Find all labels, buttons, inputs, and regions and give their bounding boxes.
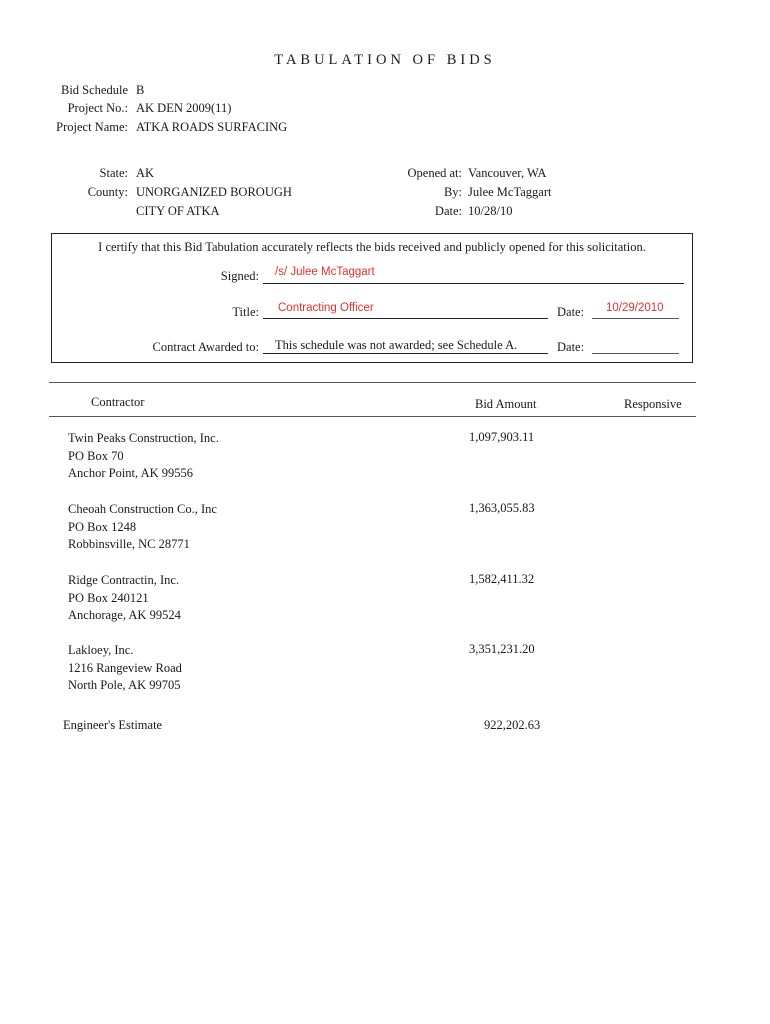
title-label: Title: [232,305,259,319]
engineers-estimate-label: Engineer's Estimate [63,718,163,732]
bid-schedule-label: Bid Schedule [60,83,128,97]
engineers-estimate-amount: 922,202.63 [484,718,541,732]
awarded-value: This schedule was not awarded; see Schedule A. [275,338,518,352]
table-row [68,501,217,554]
opened-date-value: 10/28/10 [468,204,513,218]
contractor-city-line: Anchor Point, AK 99556 [68,466,193,480]
table-row [68,572,181,625]
col-header-bid-amount: Bid Amount [475,397,537,411]
by-value: Julee McTaggart [468,185,552,199]
col-header-responsive: Responsive [624,397,682,411]
table-row [68,642,182,695]
county-value-2: CITY OF ATKA [136,204,220,218]
contractor-name: Lakloey, Inc. [68,643,134,657]
col-header-contractor: Contractor [91,395,145,409]
contractor-address-line: PO Box 240121 [68,590,149,605]
contractor-name: Twin Peaks Construction, Inc. [68,431,219,445]
contractor-name: Ridge Contractin, Inc. [68,573,180,587]
cert-date-line [592,318,679,319]
county-label: County: [87,185,128,199]
contractor-city-line: Robbinsville, NC 28771 [68,537,190,551]
bid-amount: 1,097,903.11 [469,430,535,444]
table-header-rule [49,416,696,417]
state-label: State: [99,166,128,180]
cert-date-value: 10/29/2010 [606,302,664,314]
contractor-address-line: 1216 Rangeview Road [68,660,182,675]
opened-at-value: Vancouver, WA [468,166,547,180]
title-line [263,318,548,319]
certification-statement: I certify that this Bid Tabulation accurately reflects the bids received and publicly opened for this solicitation. [98,240,646,254]
signed-label: Signed: [220,269,259,283]
by-label: By: [443,185,462,199]
project-name-label: Project Name: [56,120,128,134]
cert-date-label: Date: [557,305,585,319]
contractor-city-line: Anchorage, AK 99524 [68,608,181,622]
opened-at-label: Opened at: [407,166,462,180]
bid-amount: 3,351,231.20 [469,642,535,656]
awarded-label: Contract Awarded to: [152,340,259,354]
contractor-name: Cheoah Construction Co., Inc [68,502,217,516]
opened-date-label: Date: [434,204,462,218]
awarded-date-line [592,353,679,354]
table-row [68,430,219,483]
contractor-city-line: North Pole, AK 99705 [68,678,181,692]
state-value: AK [136,166,155,180]
page-title [0,52,770,69]
contractor-address-line: PO Box 1248 [68,519,137,534]
project-name-value: ATKA ROADS SURFACING [136,120,288,134]
project-no-label: Project No.: [67,101,128,115]
signed-value: /s/ Julee McTaggart [275,266,375,278]
bid-amount: 1,582,411.32 [469,572,535,586]
page-title-text: TABULATION OF BIDS [274,52,496,68]
table-top-rule [49,382,696,383]
contractor-address-line: PO Box 70 [68,448,124,463]
awarded-date-label: Date: [557,340,585,354]
signed-line [263,283,684,284]
project-no-value: AK DEN 2009(11) [136,101,232,115]
bid-schedule-value: B [136,83,145,97]
county-value-1: UNORGANIZED BOROUGH [136,185,292,199]
title-value: Contracting Officer [278,302,374,314]
awarded-line [263,353,548,354]
bid-amount: 1,363,055.83 [469,501,535,515]
